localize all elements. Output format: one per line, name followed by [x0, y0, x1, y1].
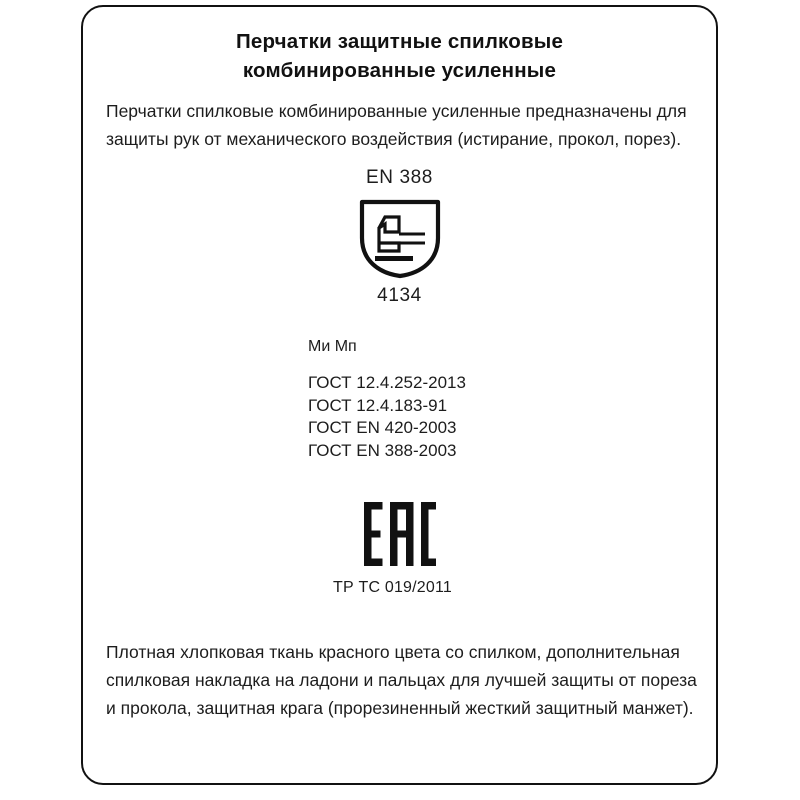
eac-conformity-mark-icon — [364, 502, 436, 566]
list-item: ГОСТ 12.4.252-2013 — [308, 373, 466, 392]
page-title-line-2: комбинированные усиленные — [242, 59, 557, 82]
en388-mechanical-hazard-shield-icon — [358, 198, 442, 280]
conformity-regulation-code: ТР ТС 019/2011 — [333, 579, 453, 596]
en-performance-code: 4134 — [377, 285, 422, 306]
protection-class: Ми Мп — [308, 338, 357, 355]
outro-paragraph: Плотная хлопковая ткань красного цвета со спилком, дополнительная спилковая накладка на ладони и пальцах для лучшей защиты от пореза и прокола, защитная крага (прорезиненный жесткий защитный манжет). — [106, 642, 697, 718]
intro-paragraph: Перчатки спилковые комбинированные усиленные предназначены для защиты рук от механического воздействия (истирание, прокол, порез). — [106, 101, 687, 149]
list-item: ГОСТ 12.4.183-91 — [308, 395, 448, 415]
en-standard-label: EN 388 — [366, 167, 433, 188]
page-title — [81, 27, 718, 85]
list-item: ГОСТ EN 420-2003 — [308, 418, 457, 437]
list-item: ГОСТ EN 388-2003 — [308, 440, 457, 460]
card-content — [81, 5, 718, 785]
page-title-line-1: Перчатки защитные спилковые — [235, 30, 564, 53]
standards-list — [308, 372, 466, 462]
